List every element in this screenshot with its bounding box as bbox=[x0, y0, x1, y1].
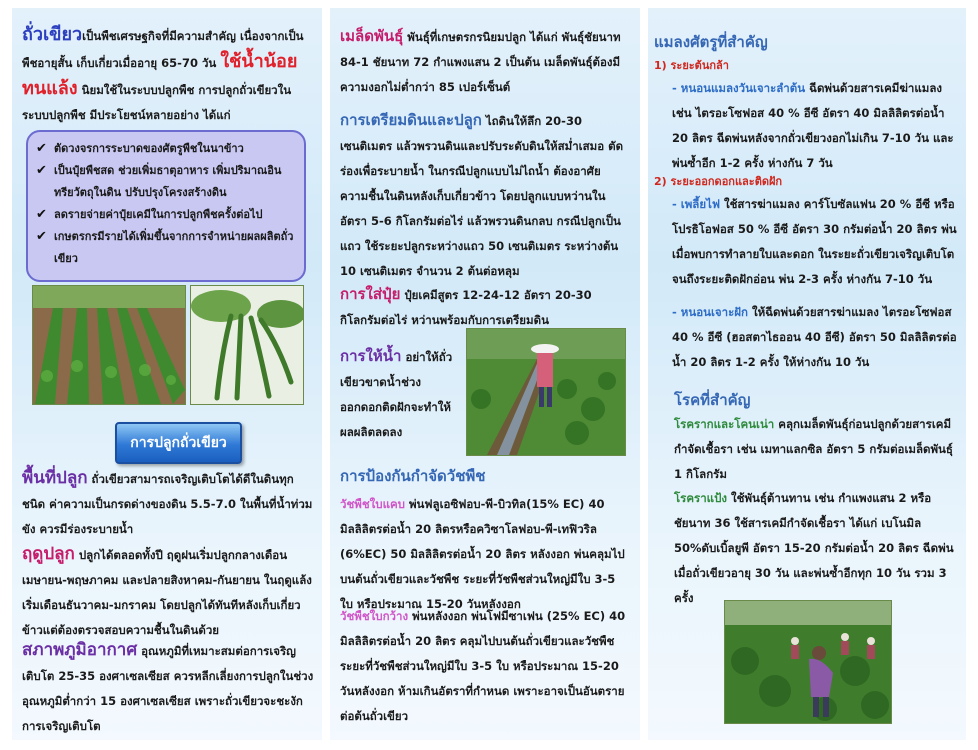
pest3-label: - หนอนเจาะฝัก bbox=[672, 305, 748, 319]
benefit-item: ✔ เป็นปุ๋ยพืชสด ช่วยเพิ่มธาตุอาหาร เพิ่มปริมาณอินทรียวัตถุในดิน ปรับปรุงโครงสร้างดิน bbox=[36, 160, 296, 204]
intro-paragraph bbox=[22, 22, 314, 128]
benefit-item: ✔ ตัดวงจรการระบาดของศัตรูพืชในนาข้าว bbox=[36, 138, 296, 160]
pest1-body: ฉีดพ่นด้วยสารเคมีฆ่าแมลง เช่น ไตรอะโซฟอส 40 % อีซี อัตรา 40 มิลลิลิตรต่อน้ำ 20 ลิตร ฉีดพ่นหลังจากถั่วเขียวงอกไม่เกิน 7-10 วัน และพ่นซ้ำอีก 1-2 ครั้ง ห่างกัน 7 วัน bbox=[672, 81, 954, 170]
season-title: ฤดูปลูก bbox=[22, 544, 75, 564]
area-paragraph bbox=[22, 466, 314, 542]
season-body: ปลูกได้ตลอดทั้งปี ฤดูฝนเริ่มปลูกกลางเดือนเมษายน-พฤษภาคม และปลายสิงหาคม-กันยายน ในฤดูแล้งเริ่มเดือนธันวาคม-มกราคม โดยปลูกได้ทันทีหลังเก็บเกี่ยวข้าวแต่ต้องตรวจสอบความชื้นในดินด้วย bbox=[22, 548, 312, 637]
disease1-paragraph bbox=[674, 412, 958, 487]
water-paragraph bbox=[340, 344, 454, 445]
weed-title: การป้องกันกำจัดวัชพืช bbox=[340, 467, 486, 485]
pest2-paragraph bbox=[672, 192, 960, 292]
soil-paragraph bbox=[340, 108, 630, 284]
photo-mungbean-field bbox=[32, 285, 186, 405]
soil-body: ไถดินให้ลึก 20-30 เซนติเมตร แล้วพรวนดินและปรับระดับดินให้สม่ำเสมอ ตัดร่องเพื่อระบายน้ำ ในกรณีปลูกแบบไม่ไถน้ำ ต้องอาศัยความชื้นในดินหลังเก็บเกี่ยวข้าว โดยปลูกแบบหว่านในอัตรา 5-6 กิโลกรัมต่อไร่ แล้วพรวนดินกลบ กรณีปลูกเป็นแถว ใช้ระยะปลูกระหว่างแถว 50 เซนติเมตร ระหว่างต้น 10 เซนติเมตร จำนวน 2 ต้นต่อหลุม bbox=[340, 114, 624, 278]
check-icon: ✔ bbox=[36, 229, 47, 244]
area-title: พื้นที่ปลูก bbox=[22, 468, 88, 488]
weed-broad-paragraph bbox=[340, 604, 630, 729]
check-icon: ✔ bbox=[36, 163, 47, 178]
climate-title: สภาพภูมิอากาศ bbox=[22, 640, 138, 660]
stage-seedling: 1) ระยะต้นกล้า bbox=[654, 59, 729, 72]
growing-mungbean-button[interactable]: การปลูกถั่วเขียว bbox=[115, 422, 242, 464]
weed-narrow-paragraph bbox=[340, 492, 630, 617]
weed-narrow-label: วัชพืชใบแคบ bbox=[340, 497, 405, 511]
stage-flowering: 2) ระยะออกดอกและติดฝัก bbox=[654, 175, 783, 188]
panel-right bbox=[648, 8, 966, 740]
weed-narrow-body: พ่นฟลูเอซิฟอบ-พี-บิวทิล(15% EC) 40 มิลลิลิตรต่อน้ำ 20 ลิตรหรือควิซาโลฟอบ-พี-เทฟิวริล (6%EC) 50 มิลลิลิตรต่อน้ำ 20 ลิตร หลังงอก พ่นคลุมไปบนต้นถั่วเขียวและวัชพืช ระยะที่วัชพืชส่วนใหญ่มีใบ 3-5 ใบ หรือประมาณ 15-20 วันหลังงอก bbox=[340, 497, 625, 611]
water-body: อย่าให้ถั่วเขียวขาดน้ำช่วงออกดอกติดฝักจะทำให้ผลผลิตลดลง bbox=[340, 350, 453, 439]
pest2-body: ใช้สารฆ่าแมลง คาร์โบซัลแฟน 20 % อีซี หรือ โปรธิโอฟอส 50 % อีซี อัตรา 30 กรัมต่อน้ำ 20 ลิตร พ่นเมื่อพบการทำลายใบและดอก ในระยะถั่วเขียวเจริญเติบโตจนถึงระยะติดฝักอ่อน พ่น 2-3 ครั้ง ห่างกัน 7-10 วัน bbox=[672, 197, 957, 286]
panel-middle bbox=[330, 8, 640, 740]
pests-title: แมลงศัตรูที่สำคัญ bbox=[654, 33, 768, 51]
intro-text-1: เป็นพืชเศรษฐกิจที่มีความสำคัญ เนื่องจากเป็นพืชอายุสั้น เก็บเกี่ยวเมื่ออายุ 65-70 วัน bbox=[22, 29, 304, 70]
soil-title: การเตรียมดินและปลูก bbox=[340, 111, 482, 129]
benefit-item: ✔ เกษตรกรมีรายได้เพิ่มขึ้นจากการจำหน่ายผลผลิตถั่วเขียว bbox=[36, 226, 296, 270]
pest1-paragraph bbox=[672, 76, 960, 176]
disease1-label: โรครากและโคนเน่า bbox=[674, 417, 775, 431]
fert-body: ปุ๋ยเคมีสูตร 12-24-12 อัตรา 20-30 กิโลกรัมต่อไร่ หว่านพร้อมกับการเตรียมดิน bbox=[340, 288, 592, 327]
seed-title: เมล็ดพันธุ์ bbox=[340, 27, 404, 45]
benefits-box bbox=[26, 130, 306, 282]
check-icon: ✔ bbox=[36, 141, 47, 156]
seed-paragraph bbox=[340, 24, 630, 100]
area-body: ถั่วเขียวสามารถเจริญเติบโตได้ดีในดินทุกชนิด ค่าความเป็นกรดด่างของดิน 5.5-7.0 ในพื้นที่น้ำท่วมขัง ควรมีร่องระบายน้ำ bbox=[22, 472, 313, 536]
fert-paragraph bbox=[340, 282, 630, 333]
season-paragraph bbox=[22, 542, 314, 643]
pest3-paragraph bbox=[672, 300, 960, 375]
photo-mungbean-pods bbox=[190, 285, 304, 405]
fert-title: การใส่ปุ๋ย bbox=[340, 285, 401, 303]
seed-body: พันธุ์ที่เกษตรกรนิยมปลูก ได้แก่ พันธุ์ชัยนาท 84-1 ชัยนาท 72 กำแพงแสน 2 เป็นต้น เมล็ดพันธุ์ต้องมีความงอกไม่ต่ำกว่า 85 เปอร์เซ็นต์ bbox=[340, 30, 621, 94]
photo-watering-field bbox=[466, 328, 626, 456]
disease2-paragraph bbox=[674, 486, 958, 611]
disease-title: โรคที่สำคัญ bbox=[674, 391, 751, 409]
pest3-body: ให้ฉีดพ่นด้วยสารฆ่าแมลง ไตรอะโซฟอส 40 % อีซี (ฮอสตาไธออน 40 อีซี) อัตรา 50 มิลลิลิตรต่อน้ำ 20 ลิตร 1-2 ครั้ง ให้ห่างกัน 10 วัน bbox=[672, 305, 957, 369]
intro-highlight-drought: ใช้น้ำน้อยทนแล้ง bbox=[22, 51, 298, 99]
climate-paragraph bbox=[22, 638, 314, 739]
check-icon: ✔ bbox=[36, 207, 47, 222]
climate-body: อุณหภูมิที่เหมาะสมต่อการเจริญเติบโต 25-35 องศาเซลเซียส ควรหลีกเลี่ยงการปลูกในช่วงอุณหภูมิต่ำกว่า 15 องศาเซลเซียส เพราะถั่วเขียวจะชะงักการเจริญเติบโต bbox=[22, 644, 314, 733]
disease2-label: โรคราแป้ง bbox=[674, 491, 728, 505]
pest1-label: - หนอนแมลงวันเจาะลำต้น bbox=[672, 81, 806, 95]
benefit-item: ✔ ลดรายจ่ายค่าปุ๋ยเคมีในการปลูกพืชครั้งต่อไป bbox=[36, 204, 296, 226]
intro-highlight-mungbean: ถั่วเขียว bbox=[22, 24, 83, 45]
weed-broad-label: วัชพืชใบกว้าง bbox=[340, 609, 409, 623]
disease1-body: คลุกเมล็ดพันธุ์ก่อนปลูกด้วยสารเคมีกำจัดเชื้อรา เช่น เมทาแลกซิล อัตรา 5 กรัมต่อเมล็ดพันธุ์ 1 กิโลกรัม bbox=[674, 417, 953, 481]
water-title: การให้น้ำ bbox=[340, 347, 402, 365]
panel-left bbox=[12, 8, 322, 740]
weed-broad-body: พ่นหลังงอก พ่นโฟมีซาเฟน (25% EC) 40 มิลลิลิตรต่อน้ำ 20 ลิตร คลุมไปบนต้นถั่วเขียวและวัชพืช ระยะที่วัชพืชส่วนใหญ่มีใบ 3-5 ใบ หรือประมาณ 15-20 วันหลังงอก ห้ามเกินอัตราที่กำหนด เพราะอาจเป็นอันตรายต่อต้นถั่วเขียว bbox=[340, 609, 626, 723]
disease2-body: ใช้พันธุ์ต้านทาน เช่น กำแพงแสน 2 หรือชัยนาท 36 ใช้สารเคมีกำจัดเชื้อรา ได้แก่ เบโนมิล 50%ดับเบิ้ลยูพี อัตรา 15-20 กรัมต่อน้ำ 20 ลิตร ฉีดพ่นเมื่อถั่วเขียวอายุ 30 วัน และพ่นซ้ำอีกทุก 10 วัน รวม 3 ครั้ง bbox=[674, 491, 954, 605]
pest2-label: - เพลี้ยไฟ bbox=[672, 197, 720, 211]
intro-text-2: นิยมใช้ในระบบปลูกพืช การปลูกถั่วเขียวในระบบปลูกพืช มีประโยชน์หลายอย่าง ได้แก่ bbox=[22, 83, 292, 122]
photo-harvest-field bbox=[724, 600, 892, 724]
